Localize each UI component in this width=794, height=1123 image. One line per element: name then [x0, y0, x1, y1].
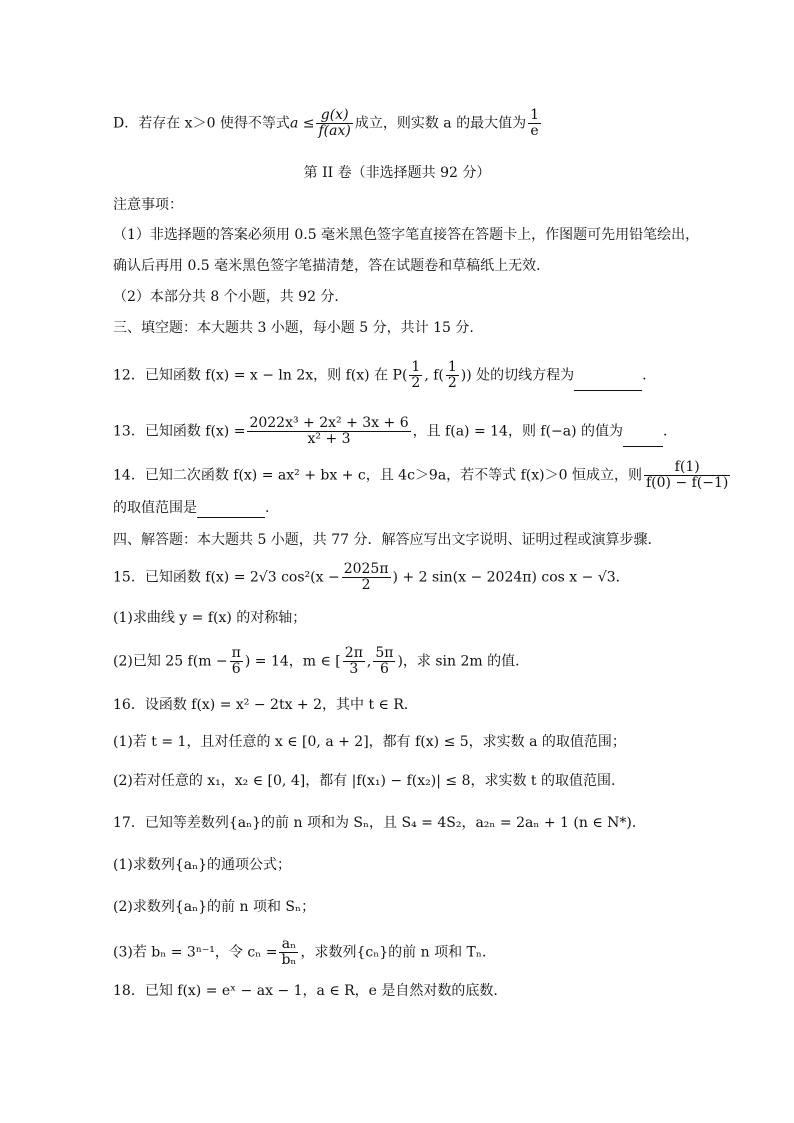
notes-heading: 注意事项： — [113, 197, 183, 213]
question-16-part1: (1)若 t = 1，且对任意的 x ∈ [0, a + 2]，都有 f(x) ≤ 5，求实数 a 的取值范围； — [113, 734, 626, 750]
q17-fraction: $\frac{\text{aₙ}}{\text{bₙ}}$ — [281, 936, 297, 968]
question-14-line2: 的取值范围是 . — [113, 500, 270, 516]
section2-title: 第 II 卷（非选择题共 92 分） — [303, 165, 491, 181]
question-16-part2: (2)若对任意的 x₁，x₂ ∈ [0, 4]，都有 |f(x₁) − f(x₂)| ≤ 8，求实数 t 的取值范围. — [113, 773, 616, 789]
option-d-answer-fraction: $\frac{1}{e}$ — [530, 107, 539, 139]
option-d-lhs: a ≤ — [289, 115, 315, 132]
option-d-mid: 成立，则实数 a 的最大值为 — [354, 115, 527, 132]
question-15-part2: (2)已知 25 f(m − $\frac{\pi}{6}$ ) = 14，m ∈ [ $\frac{2\pi}{3}$ , $\frac{5\pi}{6}$ )，求 sin 2m 的值. — [113, 645, 520, 677]
q12-frac-1: $\frac{1}{2}$ — [411, 359, 421, 391]
q15-p2-frac-upper: $\frac{5\pi}{6}$ — [375, 645, 394, 677]
q14-fraction: $\frac{f(1)}{f(0) - f(-1)}$ — [645, 459, 729, 491]
notes-item1-line1: （1）非选择题的答案必须用 0.5 毫米黑色签字笔直接答在答题卡上，作图题可先用铅笔绘出， — [113, 227, 700, 243]
q12-frac-2: $\frac{1}{2}$ — [447, 359, 457, 391]
q12-answer-blank[interactable] — [574, 376, 642, 391]
option-d-fraction: $\frac{g(x)}{f(ax)}$ — [318, 107, 351, 139]
q13-fraction: $\frac{\text{2022x³ + 2x² + 3x + 6}}{\text{x² + 3}}$ — [249, 415, 409, 447]
question-15-part1: (1)求曲线 y = f(x) 的对称轴； — [113, 610, 307, 626]
notes-item2: （2）本部分共 8 个小题，共 92 分． — [113, 289, 349, 305]
question-14: 14．已知二次函数 f(x) = ax² + bx + c，且 4c＞9a，若不等式 f(x)＞0 恒成立，则 $\frac{f(1)}{f(0) - f(-1)}$ — [113, 459, 729, 491]
question-17: 17．已知等差数列{aₙ}的前 n 项和为 Sₙ，且 S₄ = 4S₂，a₂ₙ = 2aₙ + 1 (n ∈ N*)． — [113, 815, 646, 831]
option-d-prefix: D．若存在 x＞0 使得不等式 — [113, 115, 290, 132]
q15-fraction: $\frac{2025\pi}{2}$ — [343, 561, 389, 593]
q14-answer-blank[interactable] — [197, 503, 265, 518]
q15-p2-frac: $\frac{\pi}{6}$ — [231, 645, 241, 677]
question-15: 15．已知函数 f(x) = 2√3 cos²(x − $\frac{2025\pi}{2}$ ) + 2 sin(x − 2024π) cos x − √3． — [113, 561, 630, 593]
q13-answer-blank[interactable] — [623, 432, 663, 447]
question-12: 12．已知函数 f(x) = x − ln 2x，则 f(x) 在 P( $\frac{1}{2}$ , f( $\frac{1}{2}$ )) 处的切线方程为 . — [113, 359, 647, 391]
question-17-part2: (2)求数列{aₙ}的前 n 项和 Sₙ； — [113, 899, 316, 915]
q15-p2-frac-lower: $\frac{2\pi}{3}$ — [344, 645, 363, 677]
question-17-part1: (1)求数列{aₙ}的通项公式； — [113, 857, 292, 873]
option-d — [113, 108, 734, 139]
notes-item1-line2: 确认后再用 0.5 毫米黑色签字笔描清楚，答在试题卷和草稿纸上无效． — [113, 258, 551, 274]
question-18: 18．已知 f(x) = eˣ − ax − 1，a ∈ R，e 是自然对数的底数. — [113, 983, 498, 999]
question-13: 13．已知函数 f(x) = $\frac{\text{2022x³ + 2x² + 3x + 6}}{\text{x² + 3}}$ ，且 f(a) = 14，则 f(−a) 的值为 ． — [113, 415, 678, 447]
part4-heading: 四、解答题：本大题共 5 小题，共 77 分．解答应写出文字说明、证明过程或演算步骤. — [113, 532, 652, 548]
question-17-part3: (3)若 bₙ = 3ⁿ⁻¹，令 cₙ = $\frac{\text{aₙ}}{\text{bₙ}}$ ，求数列{cₙ}的前 n 项和 Tₙ． — [113, 936, 496, 968]
part3-heading: 三、填空题：本大题共 3 小题，每小题 5 分，共计 15 分. — [113, 320, 474, 336]
question-16: 16．设函数 f(x) = x² − 2tx + 2，其中 t ∈ R． — [113, 697, 418, 713]
